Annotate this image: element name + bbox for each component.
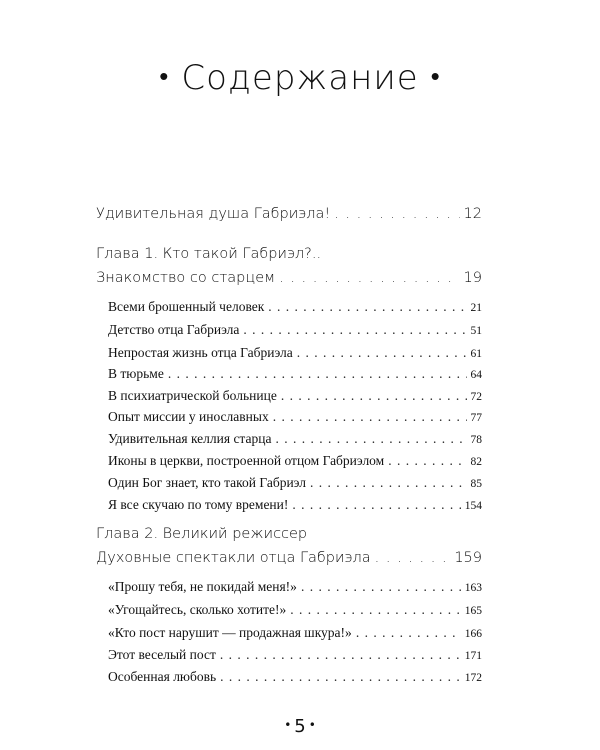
toc-entry-intro[interactable] [96,206,482,222]
bullet-dot: • [284,718,292,732]
toc-item-page: 78 [470,434,482,446]
toc-item-label: В тюрьме [108,366,164,381]
toc-item-label: Непростая жизнь отца Габриэла [108,345,293,360]
bullet-dot: • [308,718,316,732]
toc-entry-page: 12 [463,206,482,222]
toc-item[interactable] [108,322,482,338]
dot-leader [297,345,467,361]
dot-leader [273,409,467,425]
dot-leader [281,388,467,404]
toc-item-label: Детство отца Габриэла [108,322,240,337]
toc-entry-label: Удивительная душа Габриэла! [96,206,331,222]
toc-section-label: Духовные спектакли отца Габриэла [96,550,371,566]
dot-leader [356,625,461,641]
toc-item-label: Этот веселый пост [108,647,216,662]
dot-leader [388,453,466,469]
page-number [0,716,600,737]
toc-item-label: Опыт миссии у инославных [108,409,269,424]
dot-leader [301,579,461,595]
dot-leader [220,647,461,663]
toc-item-label: Всеми брошенный человек [108,299,265,314]
toc-section-page: 159 [454,550,482,566]
dot-leader [275,431,466,447]
dot-leader [168,366,467,382]
toc-item-page: 165 [464,605,482,617]
dot-leader [334,206,459,222]
bullet-dot: • [430,62,441,92]
toc-item-page: 21 [470,302,482,314]
toc-item-label: «Кто пост нарушит — продажная шкура!» [108,625,352,640]
toc-item-page: 51 [470,325,482,337]
toc-item-label: «Прошу тебя, не покидай меня!» [108,579,297,594]
toc-item-page: 154 [464,500,482,512]
toc-item[interactable] [108,388,482,404]
bullet-dot: • [159,62,170,92]
toc-item-label: «Угощайтесь, сколько хотите!» [108,602,287,617]
toc-item-page: 171 [464,650,482,662]
chapter-1-section[interactable] [96,270,482,286]
dot-leader [279,270,459,286]
toc-item[interactable] [108,345,482,361]
toc-item-page: 172 [464,672,482,684]
toc-item-label: Один Бог знает, кто такой Габриэл [108,475,306,490]
dot-leader [243,322,466,338]
toc-item-label: В психиатрической больнице [108,388,277,403]
toc-item-page: 85 [470,478,482,490]
toc-item[interactable] [108,669,482,685]
dot-leader [220,669,461,685]
toc-item-page: 64 [470,369,482,381]
toc-item-label: Особенная любовь [108,669,217,684]
toc-section-page: 19 [463,270,482,286]
toc-item[interactable] [108,366,482,382]
toc-item[interactable] [108,625,482,641]
chapter-2-heading: Глава 2. Великий режиссер [96,526,308,542]
dot-leader [375,550,451,566]
toc-item-label: Я все скучаю по тому времени! [108,497,289,512]
toc-item[interactable] [108,647,482,663]
toc-item-page: 166 [464,628,482,640]
toc-item[interactable] [108,409,482,425]
toc-item-page: 61 [470,348,482,360]
toc-item[interactable] [108,453,482,469]
toc-item-page: 77 [470,412,482,424]
chapter-1-heading: Глава 1. Кто такой Габриэл?.. [96,246,322,262]
dot-leader [310,475,467,491]
toc-item-label: Иконы в церкви, построенной отцом Габриэлом [108,453,385,468]
toc-item-page: 163 [464,582,482,594]
page-title [0,58,600,98]
toc-item[interactable] [108,475,482,491]
chapter-2-section[interactable] [96,550,482,566]
page-title-text: Содержание [181,58,419,98]
dot-leader [292,497,460,513]
toc-item[interactable] [108,431,482,447]
toc-item[interactable] [108,299,482,315]
dot-leader [290,602,461,618]
dot-leader [268,299,466,315]
toc-item[interactable] [108,579,482,595]
toc-item[interactable] [108,497,482,513]
toc-item-page: 72 [470,391,482,403]
toc-section-label: Знакомство со старцем [96,270,276,286]
toc-item-page: 82 [470,456,482,468]
toc-item[interactable] [108,602,482,618]
page-number-text: 5 [294,716,306,737]
toc-item-label: Удивительная келлия старца [108,431,272,446]
